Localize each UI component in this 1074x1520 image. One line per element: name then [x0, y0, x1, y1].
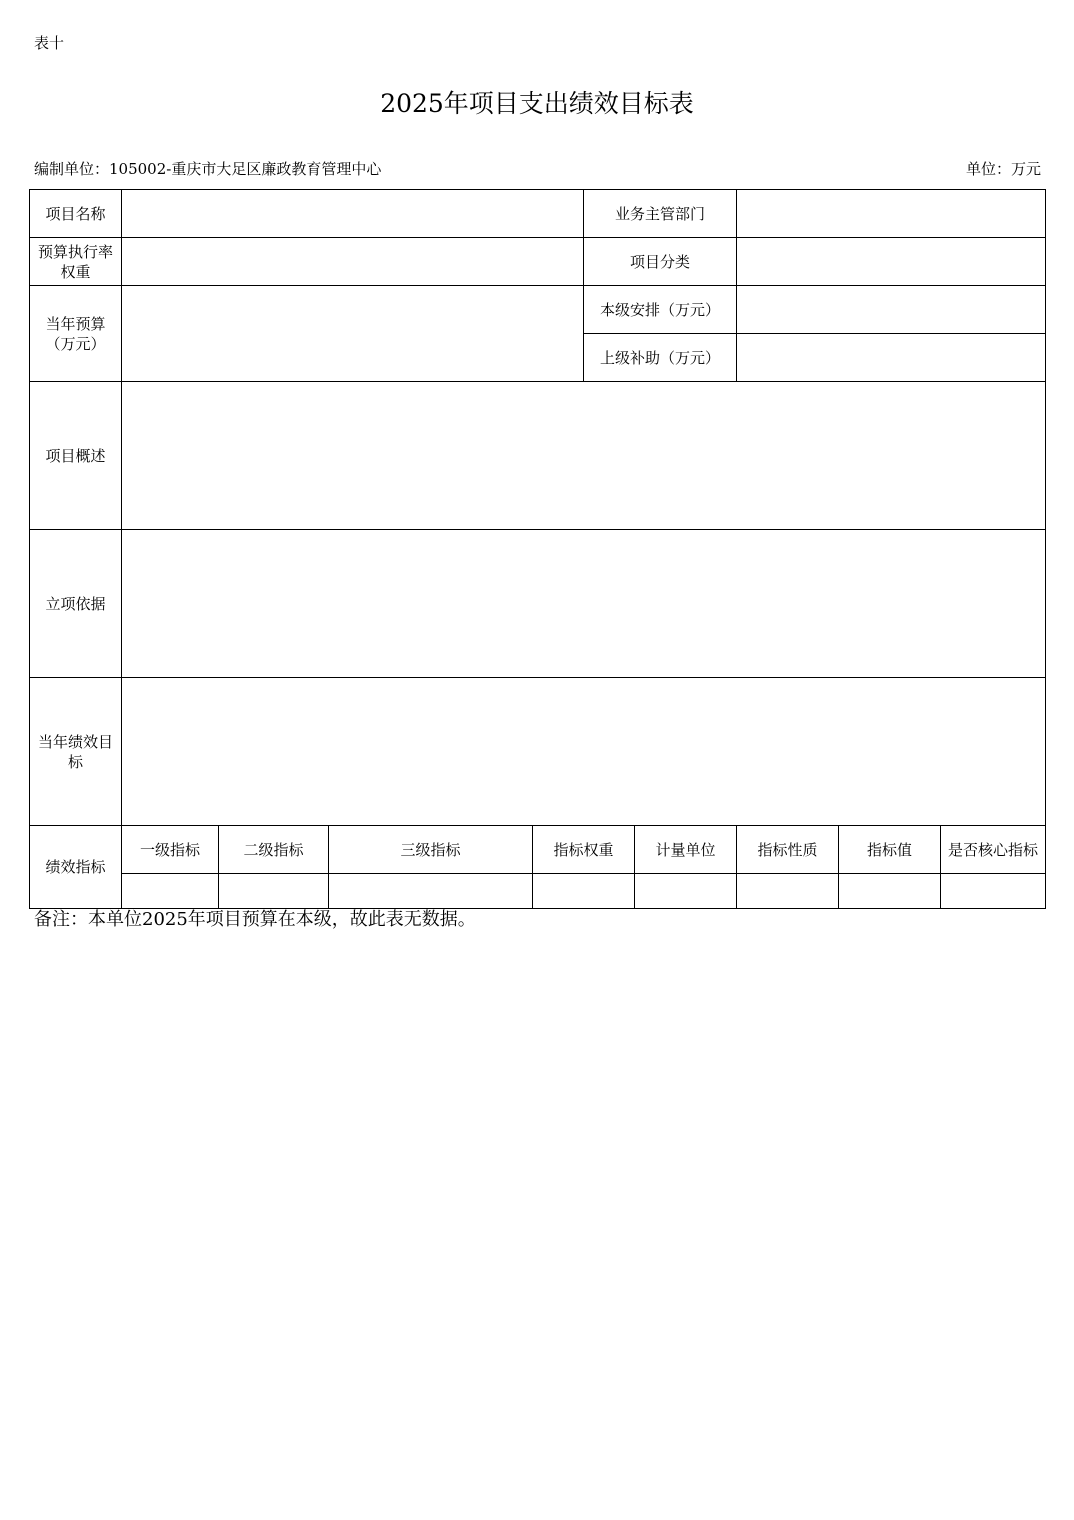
- footnote: 备注：本单位2025年项目预算在本级，故此表无数据。: [34, 909, 476, 930]
- local-value: [737, 286, 1046, 334]
- budget-value: [122, 286, 584, 382]
- header-core: 是否核心指标: [941, 826, 1046, 874]
- exec-rate-label: 预算执行率权重: [30, 238, 122, 286]
- header-level1: 一级指标: [122, 826, 219, 874]
- table-row: [30, 238, 1046, 286]
- header-level2: 二级指标: [219, 826, 329, 874]
- category-value: [737, 238, 1046, 286]
- project-name-value: [122, 190, 584, 238]
- upper-label: 上级补助（万元）: [584, 334, 737, 382]
- budget-label: 当年预算（万元）: [30, 286, 122, 382]
- overview-label: 项目概述: [30, 382, 122, 530]
- overview-value: [122, 382, 1046, 530]
- upper-value: [737, 334, 1046, 382]
- page-title: 2025年项目支出绩效目标表: [380, 89, 694, 118]
- exec-rate-value: [122, 238, 584, 286]
- indicator-header-row: [30, 826, 1046, 874]
- performance-target-table: [29, 189, 1046, 909]
- category-label: 项目分类: [584, 238, 737, 286]
- indicator-data-row: [30, 874, 1046, 909]
- indicator-cell: [737, 874, 839, 909]
- indicator-cell: [122, 874, 219, 909]
- table-row: [30, 382, 1046, 530]
- indicator-label: 绩效指标: [30, 826, 122, 909]
- local-label: 本级安排（万元）: [584, 286, 737, 334]
- header-weight: 指标权重: [533, 826, 635, 874]
- basis-value: [122, 530, 1046, 678]
- table-row: [30, 678, 1046, 826]
- header-value: 指标值: [839, 826, 941, 874]
- goal-value: [122, 678, 1046, 826]
- project-name-label: 项目名称: [30, 190, 122, 238]
- dept-value: [737, 190, 1046, 238]
- currency-unit: 单位：万元: [965, 160, 1041, 178]
- indicator-cell: [839, 874, 941, 909]
- compiling-unit: 编制单位：105002-重庆市大足区廉政教育管理中心: [34, 160, 382, 178]
- header-unit: 计量单位: [635, 826, 737, 874]
- indicator-cell: [941, 874, 1046, 909]
- indicator-cell: [533, 874, 635, 909]
- indicator-cell: [329, 874, 533, 909]
- header-level3: 三级指标: [329, 826, 533, 874]
- goal-label: 当年绩效目标: [30, 678, 122, 826]
- table-row: [30, 530, 1046, 678]
- dept-label: 业务主管部门: [584, 190, 737, 238]
- table-number: 表十: [34, 34, 65, 52]
- indicator-cell: [219, 874, 329, 909]
- header-nature: 指标性质: [737, 826, 839, 874]
- table-row: [30, 286, 1046, 334]
- indicator-cell: [635, 874, 737, 909]
- table-row: [30, 190, 1046, 238]
- basis-label: 立项依据: [30, 530, 122, 678]
